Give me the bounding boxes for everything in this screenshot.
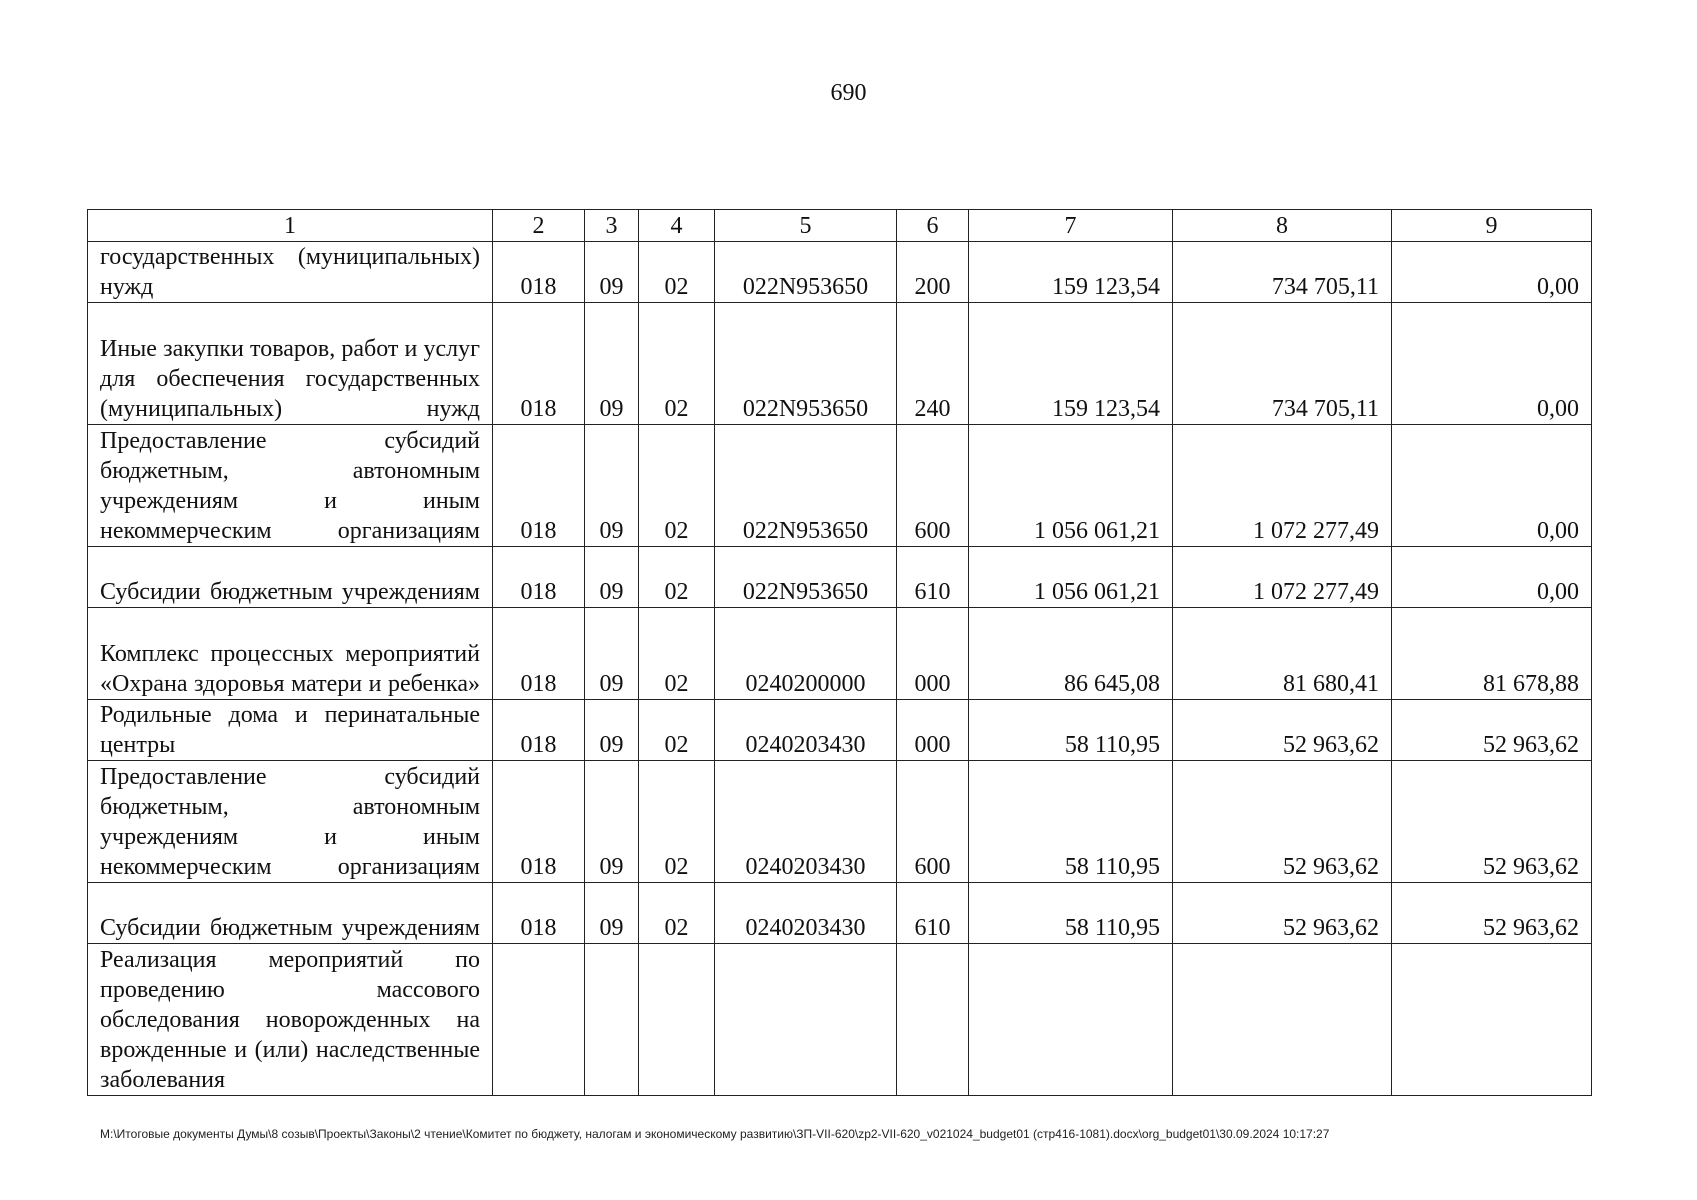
footer-file-path: M:\Итоговые документы Думы\8 созыв\Проекты\Законы\2 чтение\Комитет по бюджету, налогам и экономическому развитию\ЗП-VII-620\zp2-VII-620_v021024_budget01 (стр416-1081).docx\org_budget01\30.09.2024 10:17:27 <box>100 1127 1330 1141</box>
cell-expense-type: 240 <box>897 303 969 425</box>
cell-amount-col8: 734 705,11 <box>1173 242 1392 303</box>
cell-subsection-code: 02 <box>639 761 715 883</box>
cell-amount-col8 <box>1173 944 1392 1096</box>
cell-target-article: 0240203430 <box>715 761 897 883</box>
cell-amount-col9: 0,00 <box>1392 303 1592 425</box>
table-row <box>88 761 1592 883</box>
cell-subsection-code: 02 <box>639 303 715 425</box>
table-row <box>88 303 1592 425</box>
cell-target-article: 0240203430 <box>715 700 897 761</box>
cell-target-article: 0240200000 <box>715 608 897 700</box>
cell-ministry-code: 018 <box>493 608 585 700</box>
row-name: Иные закупки товаров, работ и услуг для обеспечения государственных (муниципальных) нужд <box>88 303 493 425</box>
cell-section-code: 09 <box>585 761 639 883</box>
cell-amount-col7: 1 056 061,21 <box>969 547 1173 608</box>
cell-amount-col7: 58 110,95 <box>969 700 1173 761</box>
cell-target-article: 022N953650 <box>715 425 897 547</box>
cell-subsection-code: 02 <box>639 242 715 303</box>
cell-ministry-code: 018 <box>493 242 585 303</box>
cell-expense-type: 000 <box>897 700 969 761</box>
cell-amount-col8: 1 072 277,49 <box>1173 425 1392 547</box>
cell-target-article: 022N953650 <box>715 242 897 303</box>
cell-ministry-code: 018 <box>493 761 585 883</box>
cell-amount-col7 <box>969 944 1173 1096</box>
cell-ministry-code: 018 <box>493 547 585 608</box>
cell-expense-type <box>897 944 969 1096</box>
row-name: государственных (муниципальных) нужд <box>88 242 493 303</box>
cell-ministry-code: 018 <box>493 303 585 425</box>
row-name: Субсидии бюджетным учреждениям <box>88 547 493 608</box>
cell-amount-col7: 159 123,54 <box>969 242 1173 303</box>
cell-amount-col9 <box>1392 944 1592 1096</box>
cell-amount-col9: 0,00 <box>1392 242 1592 303</box>
cell-amount-col7: 86 645,08 <box>969 608 1173 700</box>
cell-section-code: 09 <box>585 303 639 425</box>
column-header: 5 <box>715 210 897 242</box>
column-header: 3 <box>585 210 639 242</box>
cell-amount-col9: 52 963,62 <box>1392 700 1592 761</box>
row-name: Предоставление субсидий бюджетным, автономным учреждениям и иным некоммерческим организациям <box>88 425 493 547</box>
table-row <box>88 944 1592 1096</box>
table-header-row <box>88 210 1592 242</box>
cell-target-article: 0240203430 <box>715 883 897 944</box>
cell-section-code: 09 <box>585 608 639 700</box>
column-header: 4 <box>639 210 715 242</box>
cell-expense-type: 600 <box>897 761 969 883</box>
cell-target-article: 022N953650 <box>715 547 897 608</box>
column-header: 6 <box>897 210 969 242</box>
cell-ministry-code: 018 <box>493 425 585 547</box>
budget-table <box>87 209 1592 1096</box>
row-name: Предоставление субсидий бюджетным, автономным учреждениям и иным некоммерческим организациям <box>88 761 493 883</box>
cell-target-article <box>715 944 897 1096</box>
cell-subsection-code: 02 <box>639 883 715 944</box>
cell-ministry-code: 018 <box>493 700 585 761</box>
row-name: Комплекс процессных мероприятий «Охрана здоровья матери и ребенка» <box>88 608 493 700</box>
row-name: Реализация мероприятий по проведению массового обследования новорожденных на врожденные и (или) наследственные заболевания <box>88 944 493 1096</box>
cell-subsection-code: 02 <box>639 608 715 700</box>
cell-expense-type: 200 <box>897 242 969 303</box>
cell-amount-col8: 52 963,62 <box>1173 700 1392 761</box>
cell-expense-type: 610 <box>897 547 969 608</box>
cell-section-code: 09 <box>585 883 639 944</box>
cell-expense-type: 000 <box>897 608 969 700</box>
row-name: Субсидии бюджетным учреждениям <box>88 883 493 944</box>
cell-section-code <box>585 944 639 1096</box>
cell-amount-col7: 1 056 061,21 <box>969 425 1173 547</box>
cell-amount-col9: 0,00 <box>1392 547 1592 608</box>
row-name: Родильные дома и перинатальные центры <box>88 700 493 761</box>
cell-subsection-code: 02 <box>639 700 715 761</box>
page-number: 690 <box>830 80 867 106</box>
cell-expense-type: 610 <box>897 883 969 944</box>
cell-amount-col9: 52 963,62 <box>1392 883 1592 944</box>
table-row <box>88 883 1592 944</box>
table-row <box>88 700 1592 761</box>
cell-ministry-code <box>493 944 585 1096</box>
cell-amount-col8: 52 963,62 <box>1173 761 1392 883</box>
cell-amount-col9: 0,00 <box>1392 425 1592 547</box>
cell-amount-col7: 159 123,54 <box>969 303 1173 425</box>
cell-section-code: 09 <box>585 700 639 761</box>
cell-amount-col7: 58 110,95 <box>969 761 1173 883</box>
column-header: 7 <box>969 210 1173 242</box>
cell-target-article: 022N953650 <box>715 303 897 425</box>
column-header: 2 <box>493 210 585 242</box>
cell-section-code: 09 <box>585 547 639 608</box>
cell-amount-col7: 58 110,95 <box>969 883 1173 944</box>
column-header: 8 <box>1173 210 1392 242</box>
table-row <box>88 547 1592 608</box>
cell-subsection-code: 02 <box>639 425 715 547</box>
cell-amount-col8: 734 705,11 <box>1173 303 1392 425</box>
cell-section-code: 09 <box>585 425 639 547</box>
table-row <box>88 242 1592 303</box>
cell-subsection-code <box>639 944 715 1096</box>
table-row <box>88 608 1592 700</box>
cell-amount-col8: 52 963,62 <box>1173 883 1392 944</box>
cell-ministry-code: 018 <box>493 883 585 944</box>
table-row <box>88 425 1592 547</box>
cell-section-code: 09 <box>585 242 639 303</box>
cell-amount-col8: 81 680,41 <box>1173 608 1392 700</box>
column-header: 9 <box>1392 210 1592 242</box>
cell-amount-col9: 81 678,88 <box>1392 608 1592 700</box>
cell-amount-col8: 1 072 277,49 <box>1173 547 1392 608</box>
cell-expense-type: 600 <box>897 425 969 547</box>
column-header: 1 <box>88 210 493 242</box>
cell-amount-col9: 52 963,62 <box>1392 761 1592 883</box>
cell-subsection-code: 02 <box>639 547 715 608</box>
